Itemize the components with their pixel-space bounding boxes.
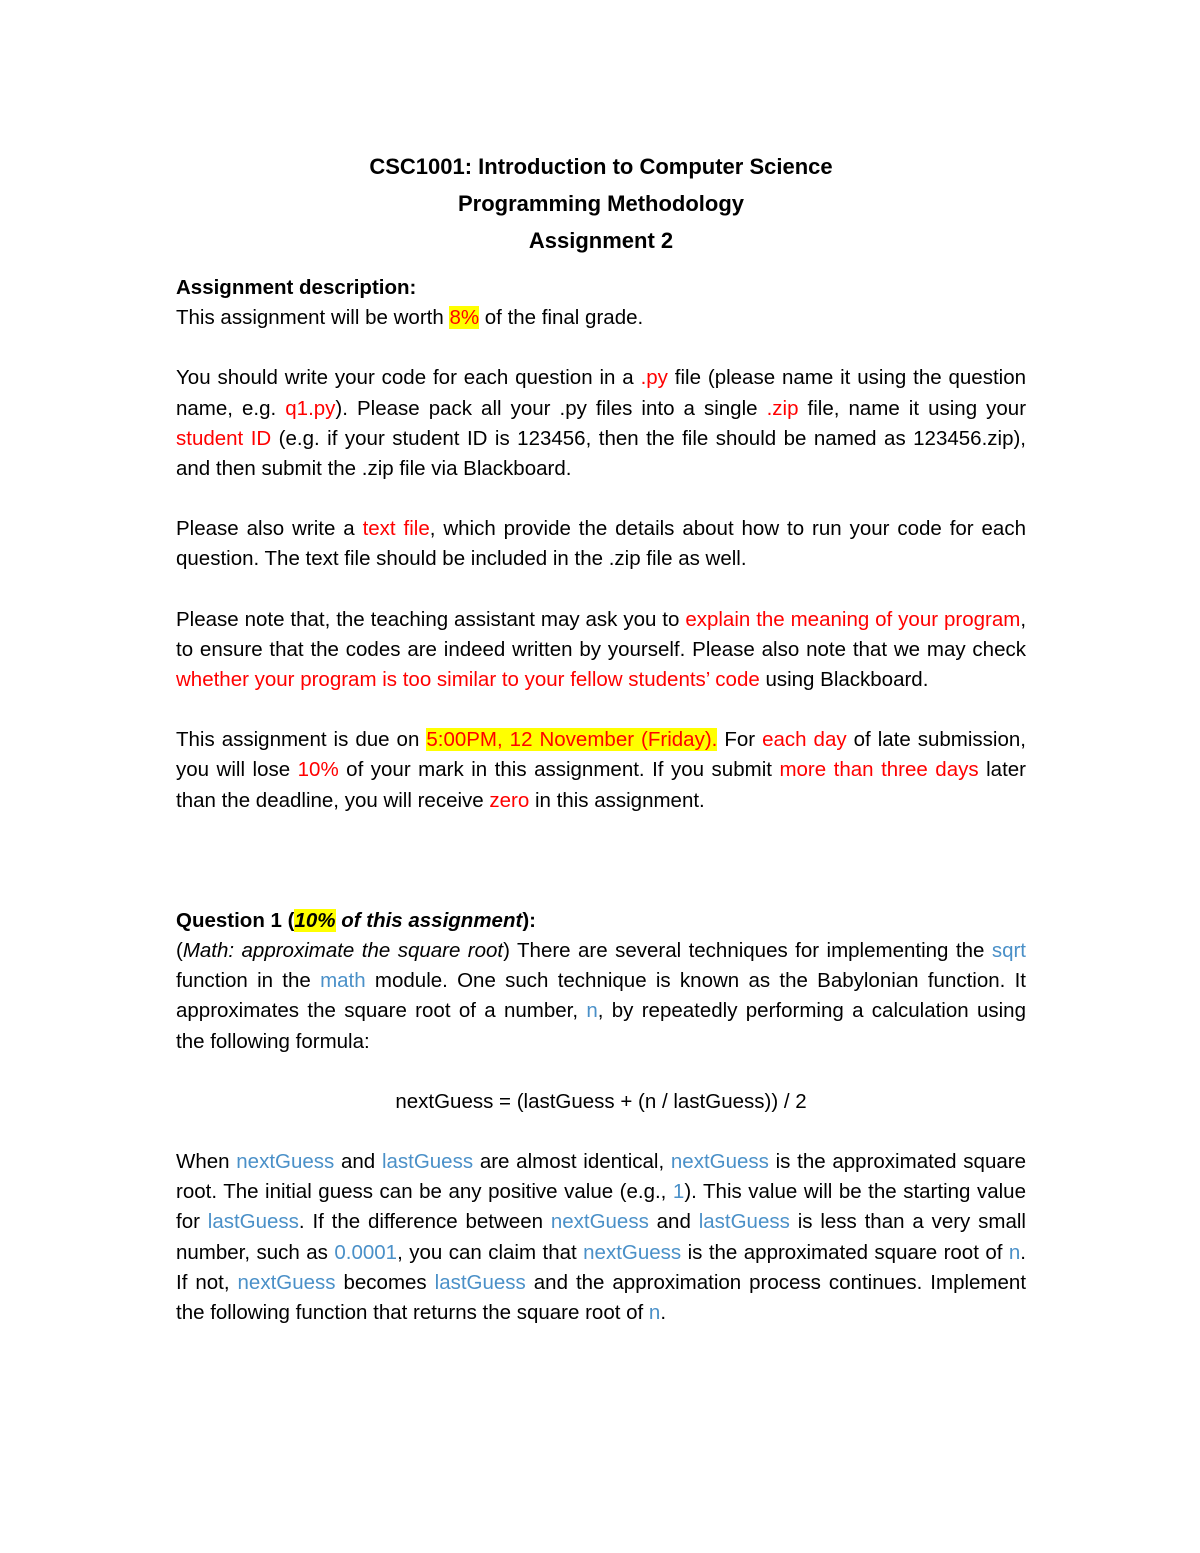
each-day-highlight: each day: [762, 728, 847, 752]
worth-value: 8%: [449, 306, 480, 330]
text-run: You should write your code for each question in a: [176, 366, 641, 390]
note-paragraph: [176, 605, 1026, 696]
document-page: [176, 148, 1026, 1328]
worth-text-end: of the final grade.: [479, 306, 644, 330]
code-term: nextGuess: [583, 1240, 682, 1264]
text-run: file, name it using your: [798, 396, 1027, 420]
code-term: n: [1008, 1240, 1021, 1264]
text-run: of your mark in this assignment. If you submit: [338, 758, 780, 782]
text-run: (e.g. if your student ID is 123456, then the file should be named as 123456.zip), and then submit the .zip file via Blackboard.: [176, 426, 1026, 481]
due-date-paragraph: [176, 725, 1026, 816]
formula: nextGuess = (lastGuess + (n / lastGuess)) / 2: [395, 1089, 807, 1113]
document-title: [176, 148, 1026, 259]
description-heading: Assignment description:: [176, 276, 417, 299]
text-run: . If not,: [176, 1240, 1026, 1294]
text-run: are almost identical,: [473, 1150, 671, 1174]
code-term: nextGuess: [237, 1270, 336, 1294]
course-title: CSC1001: Introduction to Computer Science: [369, 154, 833, 179]
text-file-paragraph: [176, 514, 1026, 574]
text-run: , by repeatedly performing a calculation using the following formula:: [176, 999, 1026, 1053]
penalty-highlight: 10%: [297, 758, 339, 782]
text-run: is less than a very small number, such as: [176, 1210, 1026, 1264]
text-run: This assignment is due on: [176, 728, 427, 752]
text-run: file (please name it using the question name, e.g.: [176, 366, 1026, 420]
explain-highlight: explain the meaning of your program: [685, 607, 1021, 631]
text-run: becomes: [335, 1270, 435, 1294]
code-term: 0.0001: [334, 1240, 398, 1264]
worth-text: This assignment will be worth: [176, 306, 450, 330]
code-term: lastGuess: [207, 1210, 299, 1234]
text-run: and the approximation process continues. Implement the following function that returns the square root of: [176, 1270, 1027, 1325]
three-days-highlight: more than three days: [779, 758, 979, 782]
zip-extension: .zip: [766, 396, 799, 420]
text-run: ) There are several techniques for implementing the: [503, 939, 992, 963]
worth-paragraph: [176, 303, 1026, 333]
text-run: later than the deadline, you will receive: [176, 758, 1026, 812]
text-run: Question 1 (: [176, 908, 295, 932]
text-run: . If the difference between: [298, 1210, 551, 1234]
zero-highlight: zero: [489, 788, 530, 812]
text-run: is the approximated square root of: [681, 1240, 1009, 1264]
text-run: Please also write a: [176, 517, 363, 541]
question1-intro: [176, 936, 1026, 1057]
question1-weight: 10%: [294, 908, 336, 932]
text-run: and: [334, 1150, 382, 1174]
py-extension: .py: [640, 366, 668, 390]
similarity-highlight: whether your program is too similar to your fellow students’ code: [176, 668, 760, 692]
code-term: lastGuess: [698, 1210, 790, 1234]
text-run: For: [717, 728, 763, 752]
code-term: n: [586, 999, 598, 1023]
text-run: , you can claim that: [397, 1240, 584, 1264]
text-run: , to ensure that the codes are indeed written by yourself. Please also note that we may check: [176, 607, 1027, 661]
due-date: 5:00PM, 12 November (Friday).: [426, 728, 718, 752]
text-run: in this assignment.: [529, 788, 705, 812]
text-run: ):: [522, 908, 536, 932]
code-term: nextGuess: [236, 1150, 335, 1174]
code-term: lastGuess: [434, 1270, 526, 1294]
text-run: ). This value will be the starting value for: [176, 1180, 1026, 1234]
question1-topic: Math: approximate the square root: [182, 939, 504, 963]
question1-heading: [176, 906, 1026, 936]
question1-body: [176, 1147, 1026, 1328]
text-run: of late submission, you will lose: [176, 728, 1026, 782]
text-file-highlight: text file: [362, 517, 430, 541]
text-run: and: [648, 1210, 699, 1234]
text-run: using Blackboard.: [759, 668, 929, 692]
text-run: ). Please pack all your .py files into a single: [335, 396, 767, 420]
code-term: nextGuess: [550, 1210, 649, 1234]
code-term: 1: [672, 1180, 685, 1204]
text-run: is the approximated square root. The initial guess can be any positive value (e.g.,: [176, 1150, 1026, 1204]
code-term: nextGuess: [670, 1150, 769, 1174]
text-run: When: [176, 1150, 237, 1174]
assignment-title: Assignment 2: [528, 228, 674, 253]
example-filename: q1.py: [285, 396, 336, 420]
course-subtitle: Programming Methodology: [458, 191, 744, 216]
code-term: sqrt: [991, 939, 1026, 963]
text-run: of this assignment: [335, 908, 523, 932]
text-run: module. One such technique is known as the Babylonian function. It approximates the square root of a number,: [176, 969, 1027, 1023]
text-run: (: [176, 939, 183, 963]
text-run: , which provide the details about how to run your code for each question. The text file should be included in the .zip file as well.: [176, 517, 1026, 571]
text-run: function in the: [176, 969, 321, 993]
text-run: Please note that, the teaching assistant may ask you to: [176, 607, 686, 631]
code-submission-paragraph: [176, 363, 1026, 484]
student-id-highlight: student ID: [176, 426, 272, 450]
code-term: lastGuess: [381, 1150, 474, 1174]
code-term: n: [648, 1301, 661, 1325]
text-run: .: [660, 1301, 667, 1325]
code-term: math: [320, 969, 366, 993]
